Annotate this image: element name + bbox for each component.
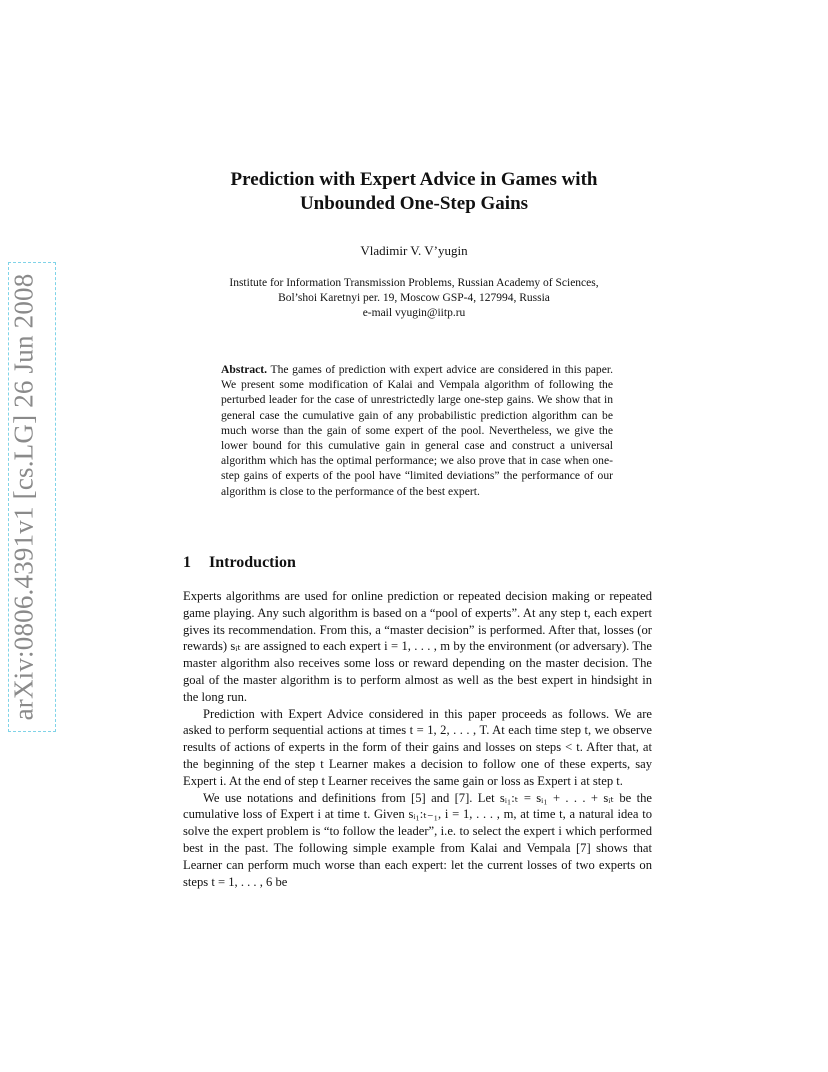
body-text [183,588,652,890]
title-line-2: Unbounded One-Step Gains [299,193,529,214]
paper-title [170,168,658,216]
section-title: Introduction [209,554,296,571]
affiliation-email: e-mail vyugin@iitp.ru [362,307,466,319]
section-number: 1 [183,554,191,571]
affiliation-line-2: Bol’shoi Karetnyi per. 19, Moscow GSP-4, 127994, Russia [278,292,550,304]
abstract-text: The games of prediction with expert advice are considered in this paper. We present some modification of Kalai and Vempala algorithm of following the perturbed leader for the case of unrestrictedly large one-step gains. We show that in general case the cumulative gain of any probabilistic prediction algorithm can be much worse than the gain of some expert of the pool. Nevertheless, we give the lower bound for this cumulative gain in general case and construct a universal algorithm which has the optimal performance; we also prove that in case when one-step gains of experts of the pool have “limited deviations” the performance of our algorithm is close to the performance of the best expert. [221,363,613,498]
abstract [221,362,613,499]
arxiv-stamp: arXiv:0806.4391v1 [cs.LG] 26 Jun 2008 [8,273,39,721]
paragraph-2: Prediction with Expert Advice considered in this paper proceeds as follows. We are asked to perform sequential actions at times t = 1, 2, . . . , T. At each time step t, we observe results of actions of experts in the form of their gains and losses on steps < t. After that, at the beginning of the step t Learner makes a decision to follow one of these experts, say Expert i. At the end of step t Learner receives the same gain or loss as Expert i at step t. [183,706,652,788]
paragraph-3: We use notations and definitions from [5] and [7]. Let sᵢ₁:ₜ = sᵢ₁ + . . . + sᵢₜ be the cumulative loss of Expert i at time t. Given sᵢ₁:ₜ₋₁, i = 1, . . . , m, at time t, a natural idea to solve the expert problem is “to follow the leader”, i.e. to select the expert i which performed best in the past. The following simple example from Kalai and Vempala [7] shows that Learner can perform much worse than each expert: let the current losses of two experts on steps t = 1, . . . , 6 be [183,790,652,889]
abstract-label: Abstract. [221,363,268,376]
affiliation-line-1: Institute for Information Transmission Problems, Russian Academy of Sciences, [229,277,599,289]
author: Vladimir V. V’yugin [360,243,468,258]
section-heading [183,554,296,572]
affiliation [170,276,658,321]
title-line-1: Prediction with Expert Advice in Games with [230,169,598,190]
paragraph-1: Experts algorithms are used for online prediction or repeated decision making or repeated game playing. Any such algorithm is based on a “pool of experts”. At any step t, each expert gives its recommendation. From this, a “master decision” is performed. After that, losses (or rewards) sᵢₜ are assigned to each expert i = 1, . . . , m by the environment (or adversary). The master algorithm also receives some loss or reward depending on the master decision. The goal of the master algorithm is to perform almost as well as the best expert in hindsight in the long run. [183,589,652,704]
